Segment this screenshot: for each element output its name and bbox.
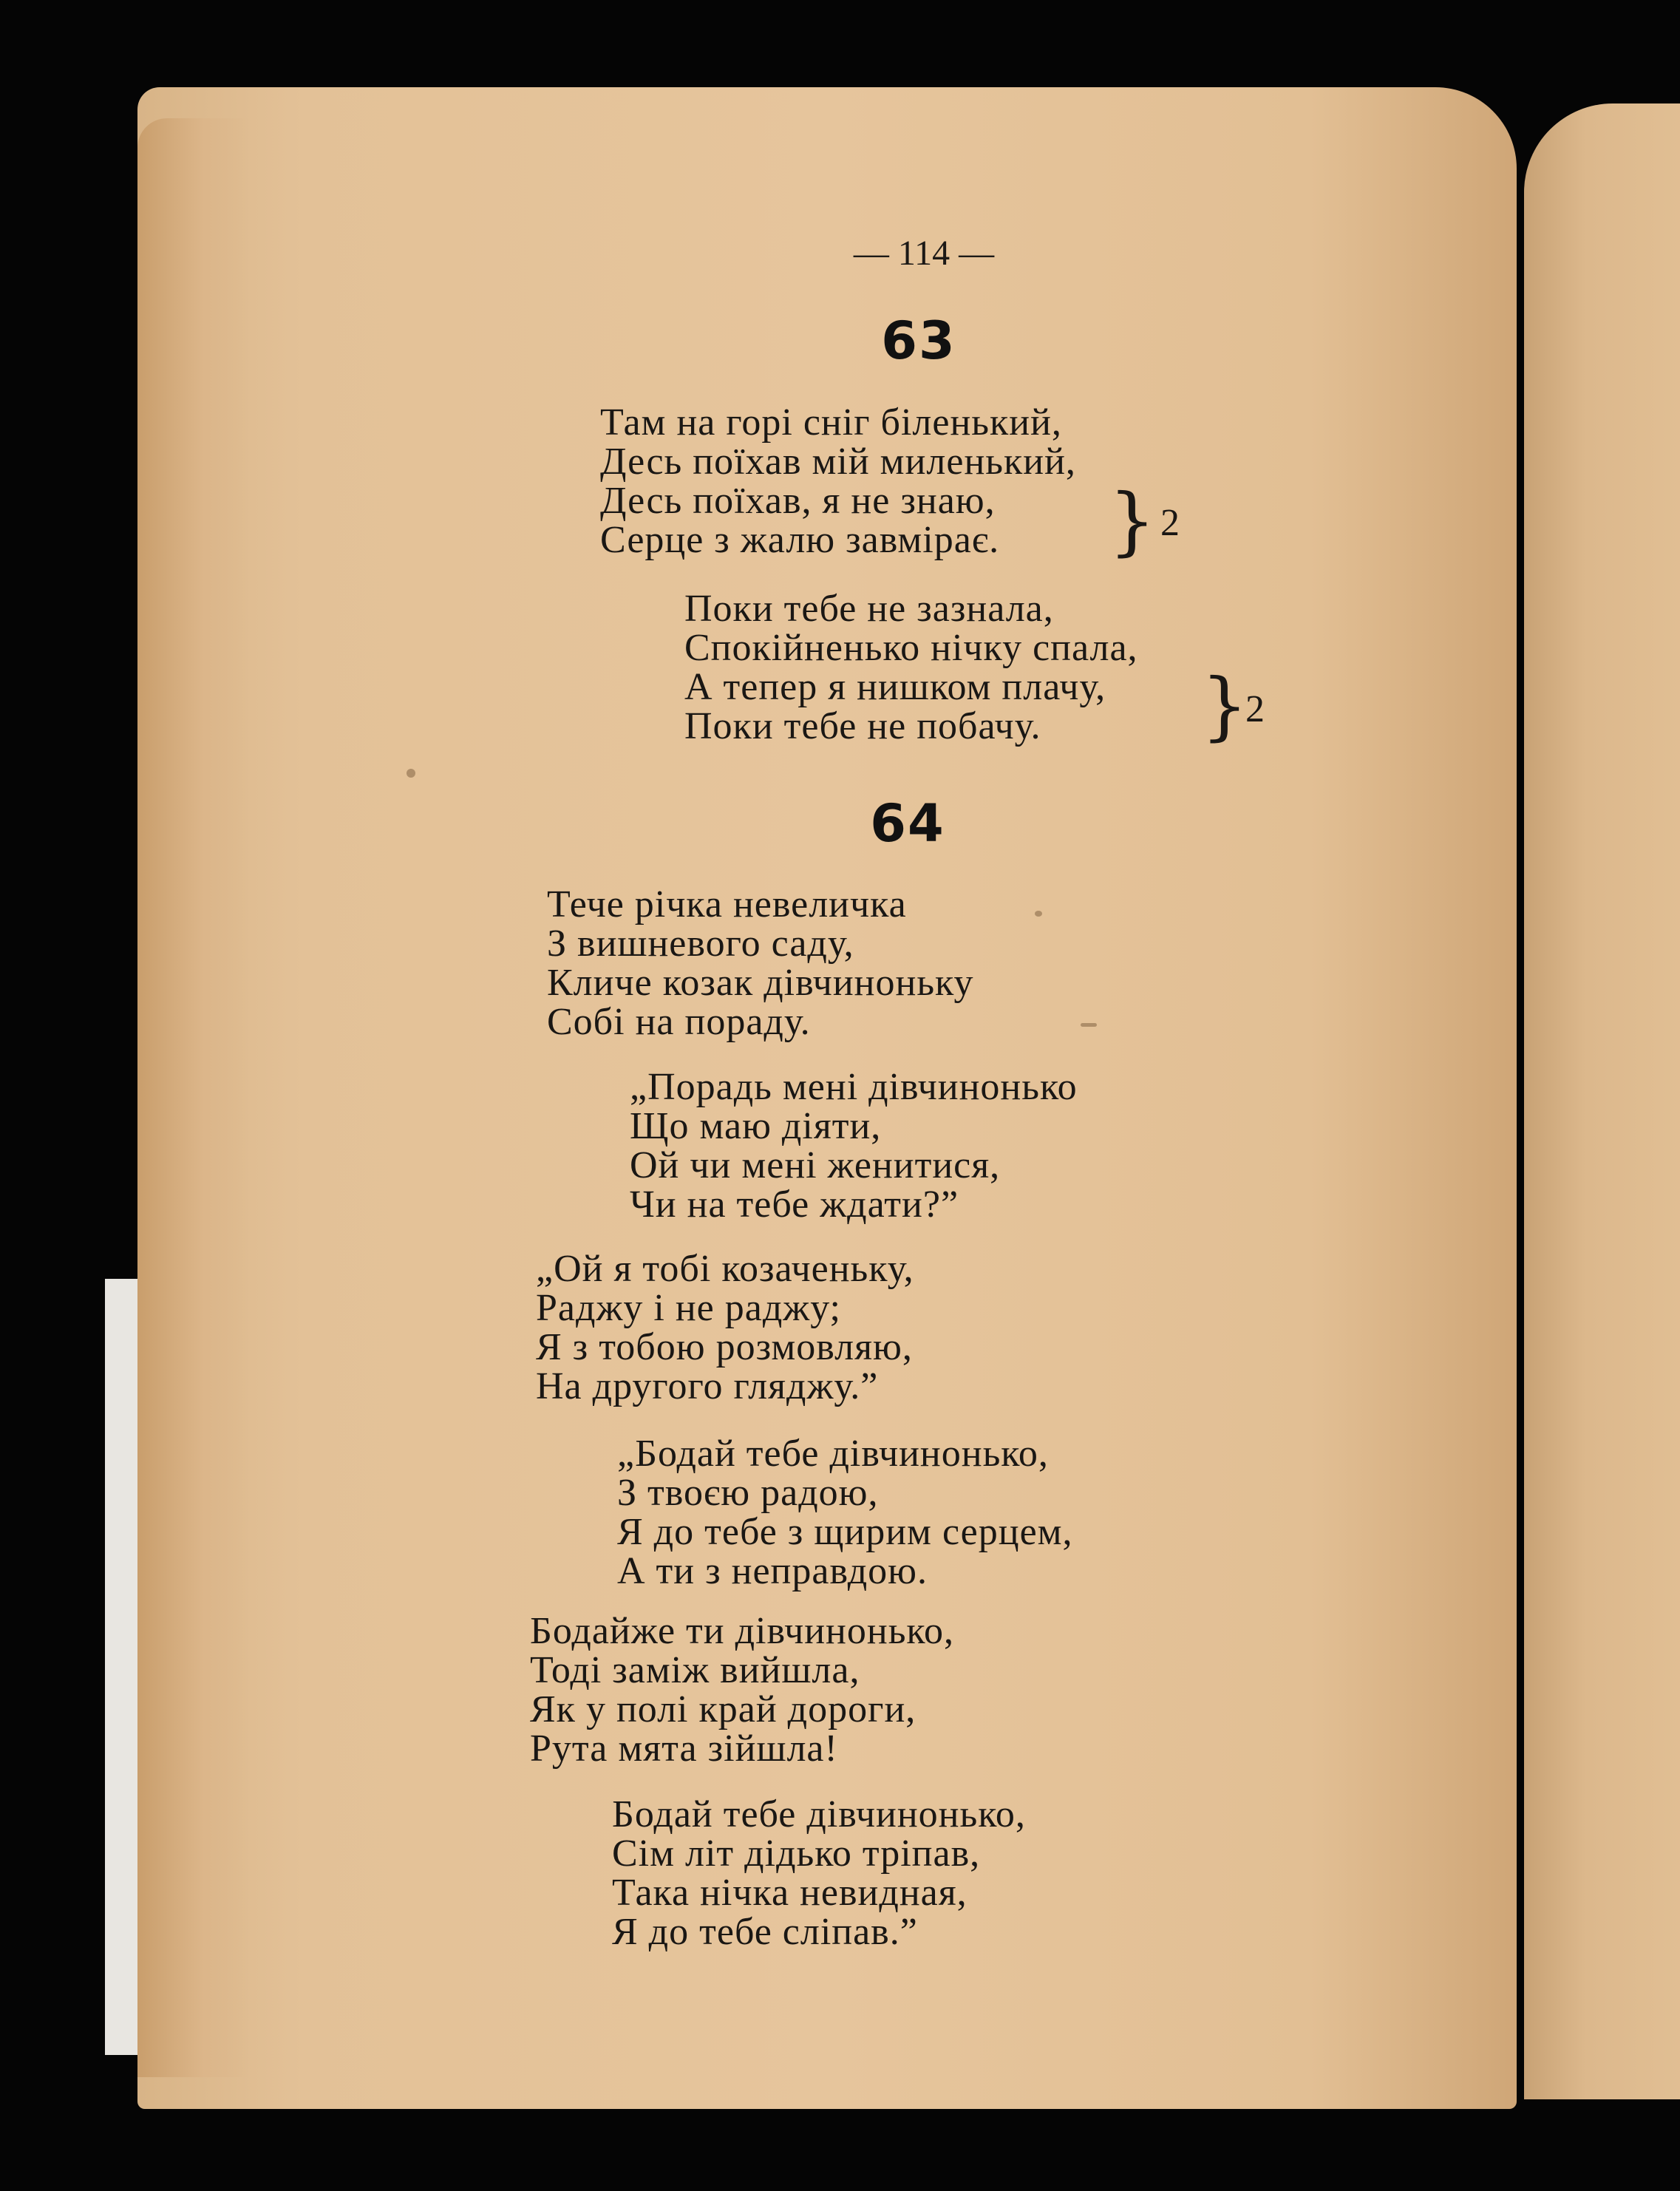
page-edge-shadow — [137, 118, 248, 2077]
song-64-stanza-1 — [547, 885, 974, 1042]
verse-line: Кличе козак дівчиноньку — [547, 962, 974, 1004]
paper-speck — [407, 769, 415, 778]
verse-line: А ти з неправдою. — [617, 1550, 928, 1592]
song-number-64: 64 — [870, 793, 945, 854]
verse-line: Чи на тебе ждати?” — [630, 1183, 959, 1226]
paper-speck — [1081, 1023, 1097, 1027]
page-number: — 114 — — [853, 234, 995, 273]
verse-line: Ой чи мені женитися, — [630, 1144, 1001, 1186]
song-64-stanza-6 — [612, 1795, 1026, 1951]
verse-line: Бодайже ти дівчинонько, — [530, 1610, 955, 1652]
verse-line: Я до тебе сліпав.” — [612, 1911, 918, 1953]
verse-line: Сім літ дідько тріпав, — [612, 1832, 981, 1875]
verse-line: З твоєю радою, — [617, 1472, 879, 1514]
verse-line: Раджу і не раджу; — [536, 1287, 841, 1329]
repeat-count: 2 — [1245, 688, 1265, 730]
verse-line: Там на горі сніг біленький, — [600, 401, 1062, 444]
verse-line: Тече річка невеличка — [547, 883, 907, 925]
song-64-stanza-4 — [617, 1434, 1073, 1591]
verse-line: „Порадь мені дівчинонько — [630, 1066, 1078, 1108]
verse-line: Десь поїхав мій миленький, — [600, 441, 1076, 483]
verse-line: Тоді заміж вийшла, — [530, 1649, 860, 1691]
paper-speck — [1035, 911, 1042, 917]
verse-line: Така нічка невидная, — [612, 1872, 967, 1914]
song-64-stanza-2 — [630, 1067, 1078, 1224]
verse-line: „Бодай тебе дівчинонько, — [617, 1433, 1049, 1475]
verse-line: Я до тебе з щирим серцем, — [617, 1511, 1073, 1553]
song-64-stanza-3 — [536, 1249, 914, 1406]
verse-line: Що маю діяти, — [630, 1105, 882, 1147]
song-63-stanza-2 — [684, 589, 1138, 746]
verse-line: Поки тебе не зазнала, — [684, 588, 1054, 630]
song-63-stanza-1 — [600, 403, 1076, 560]
verse-line: Рута мята зійшла! — [530, 1728, 838, 1770]
paper-tab-strip — [105, 1279, 137, 2055]
repeat-brace: } — [1201, 662, 1248, 749]
verse-line: „Ой я тобі козаченьку, — [536, 1248, 914, 1290]
verse-line: Собі на пораду. — [547, 1001, 811, 1043]
facing-page — [1524, 103, 1680, 2099]
song-number-63: 63 — [881, 310, 956, 371]
verse-line: Серце з жалю завмірає. — [600, 519, 1000, 561]
verse-line: А тепер я нишком плачу, — [684, 666, 1106, 708]
verse-line: На другого гляджу.” — [536, 1365, 879, 1407]
verse-line: Спокійненько нічку спала, — [684, 627, 1138, 669]
song-64-stanza-5 — [530, 1611, 954, 1768]
verse-line: Бодай тебе дівчинонько, — [612, 1793, 1026, 1835]
repeat-brace: } — [1109, 478, 1156, 564]
repeat-count: 2 — [1160, 502, 1180, 544]
verse-line: З вишневого саду, — [547, 923, 854, 965]
verse-line: Поки тебе не побачу. — [684, 705, 1041, 747]
verse-line: Десь поїхав, я не знаю, — [600, 480, 996, 522]
verse-line: Я з тобою розмовляю, — [536, 1326, 913, 1368]
verse-line: Як у полі край дороги, — [530, 1688, 916, 1730]
